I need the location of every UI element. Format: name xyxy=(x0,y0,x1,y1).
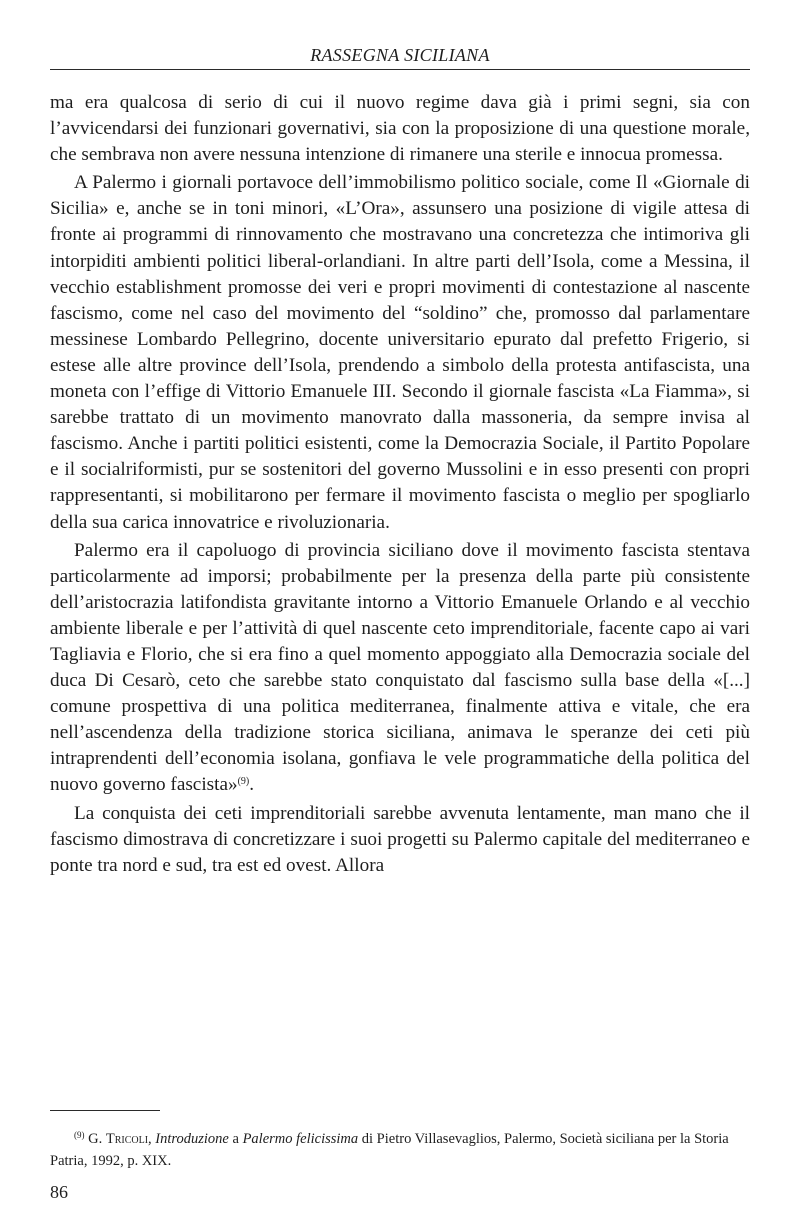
footnote-title: Introduzione xyxy=(155,1131,229,1147)
paragraph-2: A Palermo i giornali portavoce dell’immobilismo politico sociale, come Il «Giornale di Sicilia» e, anche se in toni minori, «L’Ora», assunsero una posizione di vigile attesa di fronte ai programmi di rinnovamento che mostravano una concretezza che intimoriva gli intorpiditi ambienti politici liberal-orlandiani. In altre parti dell’Isola, come a Messina, il vecchio establishment promosse dei veri e propri movimenti di contestazione al nascente fascismo, come nel caso del movimento del “soldino” che, promosso dal parlamentare messinese Lombardo Pellegrino, docente universitario epurato dal prefetto Frigerio, si estese alle altre province dell’Isola, prendendo a simbolo della protesta antifascista, una moneta con l’effige di Vittorio Emanuele III. Secondo il giornale fascista «La Fiamma», si sarebbe trattato di un movimento manovrato dalla massoneria, da sempre invisa al fascismo. Anche i partiti politici esistenti, come la Democrazia Sociale, il Partito Popolare e il socialriformisti, pur se sostenitori del governo Mussolini e in esso presenti con propri rappresentanti, si mobilitarono per fermare il movimento fascista o meglio per spogliarlo della sua carica innovatrice e rivoluzionaria. xyxy=(50,172,750,533)
footnote-mark: (9) xyxy=(74,1130,85,1140)
footnote-author-initial: G. xyxy=(88,1131,103,1147)
paragraph-4: La conquista dei ceti imprenditoriali sarebbe avvenuta lentamente, man mano che il fascismo dimostrava di concretizzare i suoi progetti su Palermo capitale del mediterraneo e ponte tra nord e sud, tra est ed ovest. Allora xyxy=(50,802,750,876)
header-rule xyxy=(50,69,750,70)
footnote-9: $^{(9)}$ G. Tricoli, Introduzione a Palermo felicissima di Pietro Villasevaglios, Palermo, Società siciliana per la Storia Patria, 1992, p. XIX. xyxy=(50,1130,729,1169)
paragraph-1: ma era qualcosa di serio di cui il nuovo regime dava già i primi segni, sia con l’avvicendarsi dei funzionari governativi, sia con la proposizione di una questione morale, che sembrava non avere nessuna intenzione di rimanere una sterile e innocua promessa. xyxy=(50,92,750,166)
running-header: RASSEGNA SICILIANA xyxy=(310,45,490,65)
paragraph-3-text: Palermo era il capoluogo di provincia siciliano dove il movimento fascista stentava particolarmente ad imporsi; probabilmente per la presenza della parte più consistente dell’aristocrazia latifondista gravitante intorno a Vittorio Emanuele Orlando e al vecchio ambiente liberale e per l’attività di quel nascente ceto imprenditoriale, facente capo ai vari Tagliavia e Florio, che si era fino a quel momento appoggiato alla Democrazia sociale del duca Di Cesarò, ceto che sarebbe stato conquistato dal fascismo sulla base della «[...] comune prospettiva di una politica mediterranea, finalmente attiva e vitale, che era nell’ascendenza della tradizione storica siciliana, animava le speranze dei ceti più intraprendenti dell’economia isolana, gonfiava le vele programmatiche della politica del nuovo governo fascista» xyxy=(50,539,750,796)
paragraph-3-end: . xyxy=(249,774,255,796)
page-number: 86 xyxy=(50,1182,68,1202)
footnote-rest: di Pietro Villasevaglios, Palermo, Società siciliana per la Storia Patria, 1992, p. XIX. xyxy=(50,1131,729,1169)
footnote-work: Palermo felicissima xyxy=(242,1131,359,1147)
footnote-reference: (9) xyxy=(237,776,250,788)
footnote-connector: a xyxy=(232,1131,239,1147)
main-text xyxy=(50,90,750,879)
footnote-author-surname: Tricoli xyxy=(105,1131,149,1147)
footnote-rule xyxy=(50,1110,160,1111)
paragraph-3 xyxy=(50,538,750,799)
